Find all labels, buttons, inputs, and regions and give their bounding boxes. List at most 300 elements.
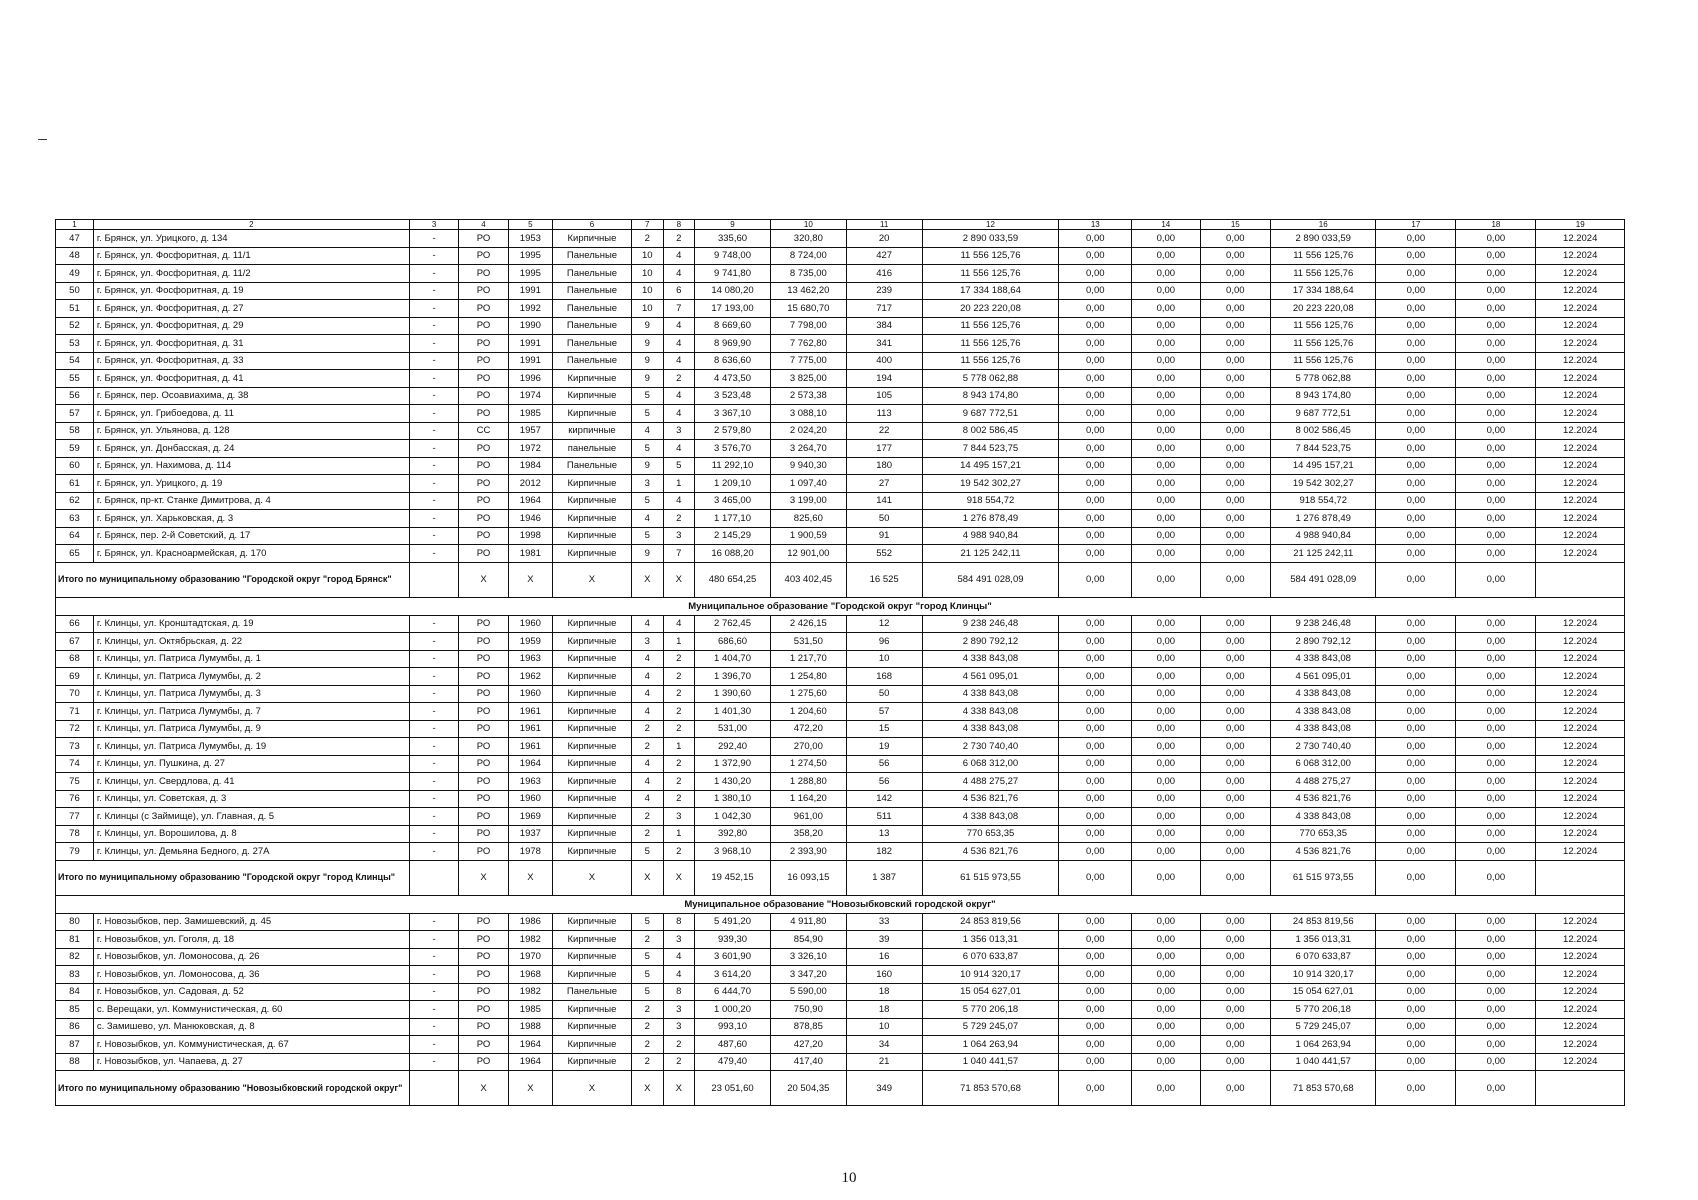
table-cell: 1 275,60 [770, 685, 846, 703]
column-number: 8 [663, 220, 695, 230]
table-cell: 1937 [508, 825, 552, 843]
address-cell: г. Клинцы, ул. Ворошилова, д. 8 [93, 825, 409, 843]
table-cell: 12.2024 [1536, 843, 1625, 861]
table-cell: 12.2024 [1536, 1018, 1625, 1036]
table-cell: 0,00 [1059, 755, 1132, 773]
table-cell: 4 [663, 405, 695, 423]
table-cell: 335,60 [695, 230, 771, 248]
table-cell: 0,00 [1059, 615, 1132, 633]
total-cell: 0,00 [1132, 860, 1200, 895]
table-cell: 0,00 [1132, 457, 1200, 475]
table-cell: 50 [56, 282, 94, 300]
table-cell: 3 523,48 [695, 387, 771, 405]
table-cell: Кирпичные [552, 1018, 631, 1036]
table-cell: 2 [631, 1053, 663, 1071]
table-cell: 0,00 [1059, 230, 1132, 248]
table-cell: 0,00 [1200, 685, 1271, 703]
table-cell: РО [459, 440, 508, 458]
table-cell: РО [459, 790, 508, 808]
table-cell: 1 097,40 [770, 475, 846, 493]
table-row [56, 475, 1625, 493]
table-cell: 0,00 [1132, 510, 1200, 528]
table-cell: 358,20 [770, 825, 846, 843]
table-cell: - [409, 1053, 458, 1071]
table-cell: 12.2024 [1536, 527, 1625, 545]
table-cell: 0,00 [1456, 457, 1536, 475]
table-cell: 2 [663, 668, 695, 686]
table-cell: - [409, 1018, 458, 1036]
table-cell: 1 288,80 [770, 773, 846, 791]
total-cell: X [459, 860, 508, 895]
table-cell: 0,00 [1200, 668, 1271, 686]
table-cell: 770 653,35 [1271, 825, 1376, 843]
table-cell: - [409, 983, 458, 1001]
table-cell: 0,00 [1376, 247, 1456, 265]
table-cell: СС [459, 422, 508, 440]
table-cell: 6 070 633,87 [1271, 948, 1376, 966]
total-cell: X [552, 860, 631, 895]
table-cell: 4 [663, 317, 695, 335]
table-cell: РО [459, 352, 508, 370]
table-cell: 0,00 [1376, 387, 1456, 405]
table-cell: 1991 [508, 352, 552, 370]
table-cell: 0,00 [1132, 668, 1200, 686]
table-cell: 11 556 125,76 [922, 352, 1059, 370]
table-cell: - [409, 510, 458, 528]
table-cell: - [409, 650, 458, 668]
address-cell: г. Новозыбков, ул. Садовая, д. 52 [93, 983, 409, 1001]
table-cell: 5 [631, 948, 663, 966]
table-cell: 0,00 [1456, 703, 1536, 721]
table-row [56, 843, 1625, 861]
total-cell: X [508, 562, 552, 597]
table-row [56, 352, 1625, 370]
table-row [56, 230, 1625, 248]
table-cell: 66 [56, 615, 94, 633]
table-cell: РО [459, 1018, 508, 1036]
table-cell: 2 890 792,12 [1271, 633, 1376, 651]
table-cell: 62 [56, 492, 94, 510]
table-cell: 83 [56, 966, 94, 984]
table-cell: 75 [56, 773, 94, 791]
column-number: 15 [1200, 220, 1271, 230]
table-cell: РО [459, 685, 508, 703]
table-cell: 19 [846, 738, 922, 756]
table-cell: 81 [56, 931, 94, 949]
table-cell: 13 [846, 825, 922, 843]
table-cell: 2 [631, 230, 663, 248]
table-row [56, 738, 1625, 756]
table-cell: 0,00 [1200, 492, 1271, 510]
table-cell: 12.2024 [1536, 966, 1625, 984]
table-cell: РО [459, 650, 508, 668]
table-cell: 0,00 [1059, 913, 1132, 931]
table-cell: 56 [56, 387, 94, 405]
table-cell: 487,60 [695, 1036, 771, 1054]
table-cell: - [409, 492, 458, 510]
column-number: 2 [93, 220, 409, 230]
table-cell: 0,00 [1376, 931, 1456, 949]
table-cell: 2 890 033,59 [1271, 230, 1376, 248]
table-cell: 0,00 [1200, 457, 1271, 475]
table-cell: Кирпичные [552, 720, 631, 738]
table-cell: 1946 [508, 510, 552, 528]
table-cell: 71 [56, 703, 94, 721]
table-cell: 1 040 441,57 [922, 1053, 1059, 1071]
table-cell: 1998 [508, 527, 552, 545]
table-cell: Панельные [552, 983, 631, 1001]
table-cell: РО [459, 615, 508, 633]
table-cell: 0,00 [1132, 825, 1200, 843]
table-cell: 4 473,50 [695, 370, 771, 388]
table-cell: 15 054 627,01 [922, 983, 1059, 1001]
table-cell: 2 [631, 1018, 663, 1036]
table-cell: 12.2024 [1536, 247, 1625, 265]
table-cell: 20 [846, 230, 922, 248]
table-cell: - [409, 790, 458, 808]
total-cell: 0,00 [1200, 1071, 1271, 1106]
table-cell: 0,00 [1376, 300, 1456, 318]
column-number: 4 [459, 220, 508, 230]
table-cell: Панельные [552, 317, 631, 335]
total-cell: X [631, 1071, 663, 1106]
table-cell: 50 [846, 685, 922, 703]
table-cell: 0,00 [1456, 685, 1536, 703]
table-cell: 9 748,00 [695, 247, 771, 265]
table-cell: 1960 [508, 790, 552, 808]
table-cell: 51 [56, 300, 94, 318]
table-cell: 0,00 [1376, 650, 1456, 668]
table-cell: 12.2024 [1536, 1001, 1625, 1019]
table-row [56, 931, 1625, 949]
table-cell: Кирпичные [552, 545, 631, 563]
total-cell: 0,00 [1059, 1071, 1132, 1106]
table-cell: Кирпичные [552, 931, 631, 949]
table-row [56, 370, 1625, 388]
table-cell: 7 798,00 [770, 317, 846, 335]
table-cell: 8 [663, 983, 695, 1001]
table-cell: 8 735,00 [770, 265, 846, 283]
table-cell: Панельные [552, 265, 631, 283]
table-cell: 3 [631, 633, 663, 651]
table-cell: 55 [56, 370, 94, 388]
total-cell: 584 491 028,09 [922, 562, 1059, 597]
table-cell: 88 [56, 1053, 94, 1071]
table-cell: 0,00 [1200, 1018, 1271, 1036]
table-cell: 0,00 [1376, 1001, 1456, 1019]
table-cell: 3 [663, 527, 695, 545]
table-cell: 10 [631, 282, 663, 300]
table-cell: 0,00 [1200, 1001, 1271, 1019]
table-cell: 0,00 [1132, 545, 1200, 563]
table-cell: Кирпичные [552, 1001, 631, 1019]
table-row [56, 1036, 1625, 1054]
table-cell: 0,00 [1132, 983, 1200, 1001]
table-cell: 0,00 [1456, 633, 1536, 651]
table-cell: 0,00 [1456, 317, 1536, 335]
table-cell: 4 [631, 650, 663, 668]
table-cell: 2 145,29 [695, 527, 771, 545]
table-cell: 194 [846, 370, 922, 388]
table-cell: 2 [663, 1036, 695, 1054]
table-cell: 0,00 [1059, 650, 1132, 668]
table-cell: 2 [663, 510, 695, 528]
table-cell: 1988 [508, 1018, 552, 1036]
table-cell: 0,00 [1376, 703, 1456, 721]
table-cell: 0,00 [1376, 773, 1456, 791]
table-cell: 12.2024 [1536, 422, 1625, 440]
total-cell [1536, 562, 1625, 597]
table-cell: 4 [663, 948, 695, 966]
table-cell: 8 724,00 [770, 247, 846, 265]
table-cell: Кирпичные [552, 405, 631, 423]
table-cell: РО [459, 405, 508, 423]
table-cell: 4 488 275,27 [922, 773, 1059, 791]
table-cell: 12.2024 [1536, 755, 1625, 773]
table-cell: 0,00 [1456, 265, 1536, 283]
table-cell: 5 729 245,07 [922, 1018, 1059, 1036]
table-cell: РО [459, 545, 508, 563]
table-cell: Кирпичные [552, 668, 631, 686]
table-cell: 1 401,30 [695, 703, 771, 721]
table-cell: 7 844 523,75 [1271, 440, 1376, 458]
table-cell: РО [459, 370, 508, 388]
table-cell: РО [459, 1001, 508, 1019]
table-cell: 65 [56, 545, 94, 563]
table-cell: 0,00 [1200, 422, 1271, 440]
table-cell: - [409, 1036, 458, 1054]
table-cell: 57 [56, 405, 94, 423]
table-cell: Кирпичные [552, 773, 631, 791]
table-row [56, 387, 1625, 405]
table-cell: 0,00 [1456, 387, 1536, 405]
table-cell: 0,00 [1059, 703, 1132, 721]
table-cell: РО [459, 738, 508, 756]
table-cell: 1 356 013,31 [1271, 931, 1376, 949]
table-cell: 0,00 [1059, 422, 1132, 440]
table-cell: 19 542 302,27 [922, 475, 1059, 493]
table-cell: 4 561 095,01 [922, 668, 1059, 686]
table-cell: 0,00 [1456, 913, 1536, 931]
table-cell: 70 [56, 685, 94, 703]
table-cell: 1963 [508, 650, 552, 668]
table-cell: - [409, 615, 458, 633]
table-row [56, 650, 1625, 668]
table-cell: 0,00 [1376, 527, 1456, 545]
table-cell: Кирпичные [552, 633, 631, 651]
table-cell: 0,00 [1200, 843, 1271, 861]
table-cell: 5 491,20 [695, 913, 771, 931]
table-cell: 2 [663, 755, 695, 773]
table-cell: 0,00 [1059, 457, 1132, 475]
table-cell: 1985 [508, 405, 552, 423]
address-cell: г. Новозыбков, ул. Гоголя, д. 18 [93, 931, 409, 949]
table-cell: 0,00 [1132, 843, 1200, 861]
table-cell: 182 [846, 843, 922, 861]
table-cell: 52 [56, 317, 94, 335]
address-cell: г. Новозыбков, ул. Чапаева, д. 27 [93, 1053, 409, 1071]
table-row [56, 265, 1625, 283]
table-cell: - [409, 317, 458, 335]
table-cell: 12.2024 [1536, 545, 1625, 563]
section-title: Муниципальное образование "Городской округ "город Клинцы" [56, 597, 1625, 615]
table-cell: - [409, 843, 458, 861]
table-cell: 0,00 [1376, 948, 1456, 966]
table-cell: 0,00 [1132, 1018, 1200, 1036]
table-cell: 750,90 [770, 1001, 846, 1019]
table-cell: 0,00 [1059, 773, 1132, 791]
table-cell: 11 556 125,76 [922, 265, 1059, 283]
table-cell: 12.2024 [1536, 668, 1625, 686]
table-cell: РО [459, 703, 508, 721]
address-cell: г. Клинцы, ул. Кронштадтская, д. 19 [93, 615, 409, 633]
table-cell: 12.2024 [1536, 440, 1625, 458]
table-cell: 0,00 [1132, 1001, 1200, 1019]
table-cell: 0,00 [1200, 317, 1271, 335]
table-cell: РО [459, 247, 508, 265]
address-cell: г. Новозыбков, ул. Ломоносова, д. 26 [93, 948, 409, 966]
table-cell: 961,00 [770, 808, 846, 826]
table-cell: 14 495 157,21 [922, 457, 1059, 475]
table-cell: 0,00 [1132, 370, 1200, 388]
table-cell: 85 [56, 1001, 94, 1019]
table-cell: 12.2024 [1536, 370, 1625, 388]
table-row [56, 703, 1625, 721]
table-cell: 0,00 [1132, 405, 1200, 423]
table-cell: 0,00 [1456, 492, 1536, 510]
table-cell: 0,00 [1376, 230, 1456, 248]
table-cell: 0,00 [1059, 545, 1132, 563]
table-cell: 1 204,60 [770, 703, 846, 721]
table-cell: 1 [663, 633, 695, 651]
table-cell: 0,00 [1059, 825, 1132, 843]
table-cell: 4 988 940,84 [922, 527, 1059, 545]
table-cell: 0,00 [1200, 808, 1271, 826]
table-cell: 0,00 [1132, 615, 1200, 633]
table-cell: 3 088,10 [770, 405, 846, 423]
table-row [56, 527, 1625, 545]
table-cell: 12.2024 [1536, 983, 1625, 1001]
table-cell: 2 [663, 370, 695, 388]
total-cell [409, 860, 458, 895]
table-cell: 0,00 [1456, 545, 1536, 563]
table-cell: 12.2024 [1536, 387, 1625, 405]
table-cell: 0,00 [1132, 527, 1200, 545]
table-cell: 69 [56, 668, 94, 686]
housing-register-table [55, 219, 1625, 1106]
table-cell: 82 [56, 948, 94, 966]
table-cell: 180 [846, 457, 922, 475]
table-cell: - [409, 247, 458, 265]
table-cell: 0,00 [1456, 1053, 1536, 1071]
table-cell: РО [459, 300, 508, 318]
table-cell: 0,00 [1376, 808, 1456, 826]
table-cell: 0,00 [1376, 615, 1456, 633]
total-cell [409, 1071, 458, 1106]
table-cell: 0,00 [1200, 370, 1271, 388]
total-cell: X [459, 1071, 508, 1106]
table-cell: РО [459, 668, 508, 686]
table-cell: 392,80 [695, 825, 771, 843]
table-cell: - [409, 738, 458, 756]
table-cell: - [409, 685, 458, 703]
address-cell: г. Брянск, ул. Фосфоритная, д. 11/1 [93, 247, 409, 265]
column-number: 11 [846, 220, 922, 230]
table-cell: РО [459, 808, 508, 826]
table-cell: 918 554,72 [1271, 492, 1376, 510]
table-cell: 5 [631, 913, 663, 931]
table-cell: 20 223 220,08 [922, 300, 1059, 318]
table-cell: 54 [56, 352, 94, 370]
total-cell: 0,00 [1059, 562, 1132, 597]
table-cell: 9 687 772,51 [922, 405, 1059, 423]
table-cell: - [409, 931, 458, 949]
table-cell: РО [459, 825, 508, 843]
table-cell: 24 853 819,56 [922, 913, 1059, 931]
table-cell: 825,60 [770, 510, 846, 528]
table-cell: 60 [56, 457, 94, 475]
table-cell: 12.2024 [1536, 335, 1625, 353]
table-cell: РО [459, 1053, 508, 1071]
table-cell: 4 338 843,08 [922, 808, 1059, 826]
table-cell: 49 [56, 265, 94, 283]
total-cell: 61 515 973,55 [1271, 860, 1376, 895]
table-cell: 0,00 [1132, 913, 1200, 931]
table-cell: 0,00 [1200, 825, 1271, 843]
total-cell: 71 853 570,68 [1271, 1071, 1376, 1106]
table-cell: 2 [663, 230, 695, 248]
table-cell: 72 [56, 720, 94, 738]
table-cell: 6 068 312,00 [922, 755, 1059, 773]
table-cell: 0,00 [1376, 370, 1456, 388]
table-cell: 0,00 [1456, 370, 1536, 388]
total-cell: 349 [846, 1071, 922, 1106]
table-cell: 12.2024 [1536, 948, 1625, 966]
table-cell: 0,00 [1376, 457, 1456, 475]
table-cell: 4 988 940,84 [1271, 527, 1376, 545]
address-cell: г. Брянск, ул. Урицкого, д. 134 [93, 230, 409, 248]
table-cell: 4 [631, 790, 663, 808]
column-number: 16 [1271, 220, 1376, 230]
table-cell: Кирпичные [552, 843, 631, 861]
table-row [56, 615, 1625, 633]
table-cell: 21 125 242,11 [1271, 545, 1376, 563]
table-cell: 0,00 [1132, 948, 1200, 966]
table-cell: 8 636,60 [695, 352, 771, 370]
table-cell: 0,00 [1059, 440, 1132, 458]
table-cell: 96 [846, 633, 922, 651]
table-cell: 0,00 [1456, 352, 1536, 370]
table-cell: 7 [663, 545, 695, 563]
table-cell: 12 901,00 [770, 545, 846, 563]
total-cell: X [631, 562, 663, 597]
table-cell: 2 [663, 1053, 695, 1071]
table-cell: 11 556 125,76 [1271, 265, 1376, 283]
table-cell: 77 [56, 808, 94, 826]
table-cell: 993,10 [695, 1018, 771, 1036]
table-cell: 6 068 312,00 [1271, 755, 1376, 773]
address-cell: г. Клинцы, ул. Патриса Лумумбы, д. 3 [93, 685, 409, 703]
table-row [56, 755, 1625, 773]
table-cell: 770 653,35 [922, 825, 1059, 843]
table-cell: 4 338 843,08 [1271, 703, 1376, 721]
table-cell: Кирпичные [552, 738, 631, 756]
table-cell: 0,00 [1456, 1018, 1536, 1036]
table-cell: 0,00 [1200, 527, 1271, 545]
table-cell: 4 338 843,08 [1271, 685, 1376, 703]
table-cell: 511 [846, 808, 922, 826]
table-cell: 3 199,00 [770, 492, 846, 510]
